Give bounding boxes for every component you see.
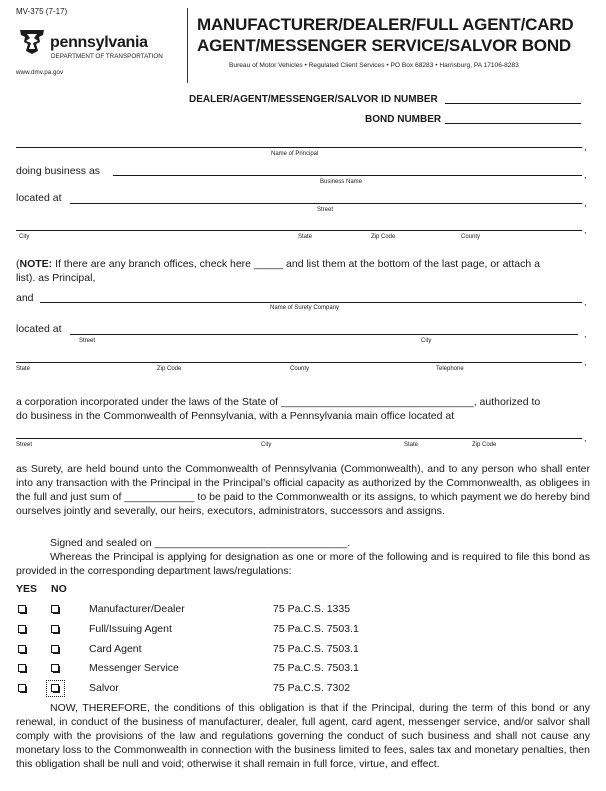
form-title-line2: AGENT/MESSENGER SERVICE/SALVOR BOND xyxy=(197,36,571,55)
located-at-label: located at xyxy=(16,192,62,204)
street-caption: Street xyxy=(317,207,334,213)
messenger-service-no-checkbox[interactable] xyxy=(51,664,59,672)
surety-paragraph: as Surety, are held bound unto the Commonwealth of Pennsylvania (Commonwealth), and to any person who shall enter into any transaction with the Principal in the Principal’s official capacity as authorized by the Commonwealth, as obligees in the full and just sum of ____________ to be paid to the Commonwealth or its assigns, to which payment we do hereby bind ourselves jointly and severally, our heirs, executors, administrators, successors and assigns. xyxy=(16,463,590,517)
surety-street-field[interactable] xyxy=(70,334,578,335)
office-state-caption: State xyxy=(404,442,419,448)
and-label: and xyxy=(16,292,34,304)
county-caption: County xyxy=(461,234,481,240)
brand-wordmark: pennsylvania xyxy=(50,34,148,51)
office-city-caption: City xyxy=(261,442,272,448)
surety-name-field[interactable] xyxy=(40,302,582,303)
designation-label: Full/Issuing Agent xyxy=(89,623,172,635)
designation-statute: 75 Pa.C.S. 7302 xyxy=(273,682,351,694)
whereas-paragraph: Whereas the Principal is applying for designation as one or more of the following and is required to file this bond as provided in the corresponding department laws/regulations: xyxy=(16,551,590,577)
department-name: DEPARTMENT OF TRANSPORTATION xyxy=(51,53,163,60)
no-column-header: NO xyxy=(51,583,67,595)
yes-column-header: YES xyxy=(16,583,38,595)
designation-statute: 75 Pa.C.S. 7503.1 xyxy=(273,623,359,635)
main-office-address-field[interactable] xyxy=(16,438,582,439)
full-agent-yes-checkbox[interactable] xyxy=(18,625,26,633)
now-therefore-paragraph: NOW, THEREFORE, the conditions of this obligation is that if the Principal, during the term of this bond or any renewal, in conduct of the business of manufacturer, dealer, full agent, card agent, messenger service, and/or salvor shall comply with the provisions of the law and regulations governing the conduct of such business and shall not cause any monetary loss to the Commonwealth in connection with the business limited to fees, sales tax and monetary penalties, then this obligation shall be null and void; otherwise it shall remain in full force, virtue, and effect. xyxy=(16,702,590,770)
surety-zip-caption: Zip Code xyxy=(157,366,182,372)
designation-label: Card Agent xyxy=(89,643,142,655)
bond-number-label: BOND NUMBER xyxy=(365,114,442,125)
name-of-principal-caption: Name of Principal xyxy=(271,151,319,157)
principal-street-field[interactable] xyxy=(70,203,582,204)
manufacturer-dealer-yes-checkbox[interactable] xyxy=(18,605,26,613)
business-name-field[interactable] xyxy=(113,175,582,176)
comma: , xyxy=(584,357,587,367)
salvor-no-checkbox[interactable] xyxy=(51,684,59,692)
comma: , xyxy=(584,142,587,152)
surety-city-caption: City xyxy=(421,338,432,344)
manufacturer-dealer-no-checkbox[interactable] xyxy=(51,605,59,613)
keystone-logo-icon xyxy=(17,29,47,55)
website: www.dmv.pa.gov xyxy=(16,69,64,76)
principal-name-field[interactable] xyxy=(16,147,582,148)
doing-business-as-label: doing business as xyxy=(16,165,101,177)
surety-state-caption: State xyxy=(16,366,31,372)
zip-caption: Zip Code xyxy=(371,234,396,240)
designation-label: Messenger Service xyxy=(89,662,179,674)
surety-county-caption: County xyxy=(290,366,310,372)
designation-statute: 75 Pa.C.S. 7503.1 xyxy=(273,662,359,674)
designation-statute: 75 Pa.C.S. 7503.1 xyxy=(273,643,359,655)
business-name-caption: Business Name xyxy=(320,179,363,185)
bureau-address: Bureau of Motor Vehicles • Regulated Client Services • PO Box 68283 • Harrisburg, PA 17106-8283 xyxy=(229,62,519,69)
designation-label: Salvor xyxy=(89,682,119,694)
comma: , xyxy=(584,433,587,443)
principal-city-state-field[interactable] xyxy=(16,230,582,231)
form-title-line1: MANUFACTURER/DEALER/FULL AGENT/CARD xyxy=(197,15,574,34)
designation-statute: 75 Pa.C.S. 1335 xyxy=(273,603,351,615)
office-zip-caption: Zip Code xyxy=(472,442,497,448)
header-divider xyxy=(187,8,188,83)
surety-telephone-caption: Telephone xyxy=(436,366,464,372)
surety-street-caption: Street xyxy=(79,338,96,344)
branch-office-note: (NOTE: If there are any branch offices, check here _____ and list them at the bottom of the last page, or attach a xyxy=(16,258,540,270)
signed-sealed-text: Signed and sealed on _________________________________. xyxy=(50,537,351,549)
office-street-caption: Street xyxy=(16,442,33,448)
bond-number-field[interactable] xyxy=(445,123,581,124)
full-agent-no-checkbox[interactable] xyxy=(51,625,59,633)
corporation-line1: a corporation incorporated under the laws of the State of _________________________________, authorized to xyxy=(16,396,541,408)
surety-state-zip-field[interactable] xyxy=(16,362,582,363)
surety-located-at-label: located at xyxy=(16,323,62,335)
form-code: MV-375 (7-17) xyxy=(16,7,68,16)
messenger-service-yes-checkbox[interactable] xyxy=(18,664,26,672)
as-principal-text: list). as Principal, xyxy=(16,272,96,284)
comma: , xyxy=(584,225,587,235)
designation-label: Manufacturer/Dealer xyxy=(89,603,185,615)
comma: , xyxy=(584,297,587,307)
comma: , xyxy=(584,329,587,339)
corporation-line2: do business in the Commonwealth of Pennsylvania, with a Pennsylvania main office located at xyxy=(16,410,455,422)
comma: , xyxy=(584,198,587,208)
card-agent-no-checkbox[interactable] xyxy=(51,645,59,653)
dealer-id-field[interactable] xyxy=(445,103,581,104)
city-caption: City xyxy=(19,234,30,240)
dealer-id-label: DEALER/AGENT/MESSENGER/SALVOR ID NUMBER xyxy=(189,94,438,105)
comma: , xyxy=(584,170,587,180)
state-caption: State xyxy=(298,234,313,240)
salvor-yes-checkbox[interactable] xyxy=(18,684,26,692)
surety-name-caption: Name of Surety Company xyxy=(270,305,340,311)
card-agent-yes-checkbox[interactable] xyxy=(18,645,26,653)
